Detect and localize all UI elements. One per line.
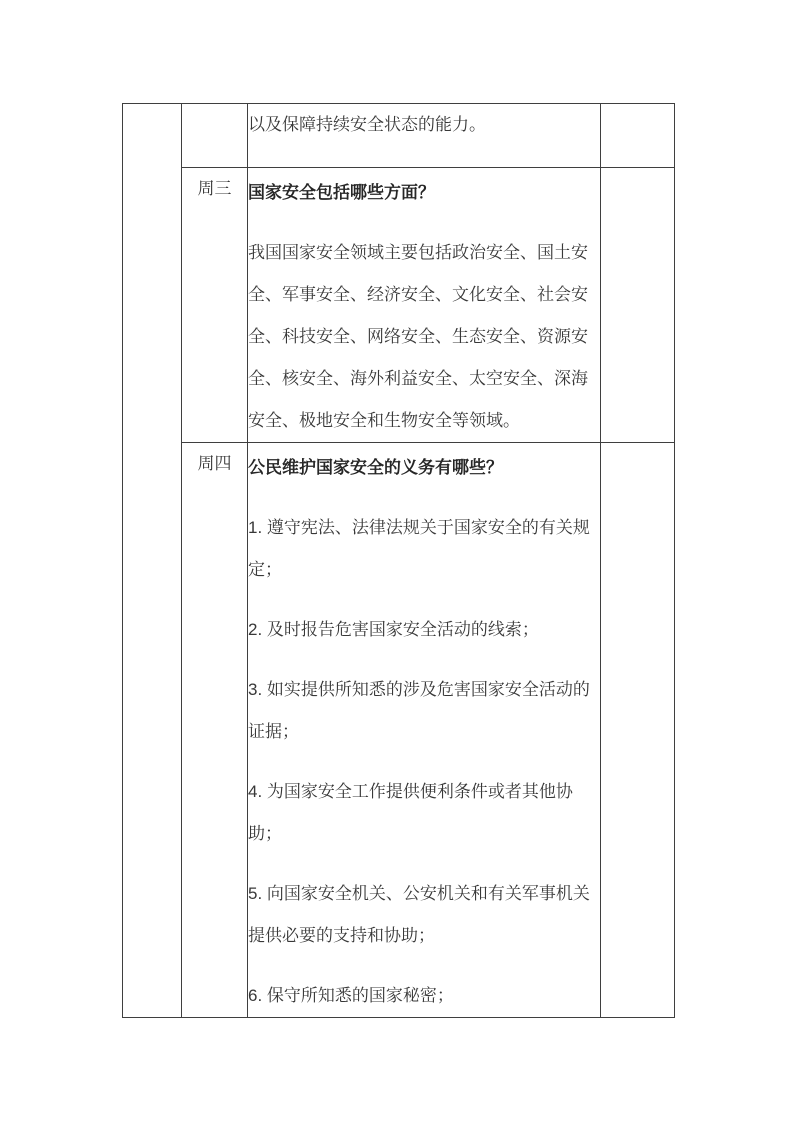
content-cell-continued: [248, 104, 601, 168]
left-margin-cell: [123, 104, 182, 1018]
day-cell-empty: [182, 104, 248, 168]
notes-cell: [601, 104, 675, 168]
list-item: 4. 为国家安全工作提供便利条件或者其他协助；: [248, 782, 573, 843]
content-cell-wednesday: [248, 168, 601, 443]
list-item: 1. 遵守宪法、法律法规关于国家安全的有关规定；: [248, 518, 590, 579]
list-item: 3. 如实提供所知悉的涉及危害国家安全活动的证据；: [248, 680, 590, 741]
list-item: 2. 及时报告危害国家安全活动的线索；: [248, 620, 539, 639]
notes-cell: [601, 443, 675, 1018]
notes-cell: [601, 168, 675, 443]
answer-paragraph: 我国国家安全领域主要包括政治安全、国土安全、军事安全、经济安全、文化安全、社会安全、科技安全、网络安全、生态安全、资源安全、核安全、海外利益安全、太空安全、深海安全、极地安全和生物安全等领域。: [248, 243, 588, 430]
day-label-wednesday: 周三: [182, 168, 248, 443]
list-item: 5. 向国家安全机关、公安机关和有关军事机关提供必要的支持和协助；: [248, 884, 590, 945]
day-label-thursday: 周四: [182, 443, 248, 1018]
question-title: 公民维护国家安全的义务有哪些？: [248, 458, 503, 477]
table-row: [123, 104, 675, 168]
schedule-table: [122, 103, 675, 1018]
list-item: 6. 保守所知悉的国家秘密；: [248, 986, 454, 1005]
table-row: [123, 443, 675, 1018]
table-row: [123, 168, 675, 443]
question-title: 国家安全包括哪些方面？: [248, 183, 435, 202]
content-cell-thursday: [248, 443, 601, 1018]
continued-paragraph: 以及保障持续安全状态的能力。: [248, 115, 486, 134]
